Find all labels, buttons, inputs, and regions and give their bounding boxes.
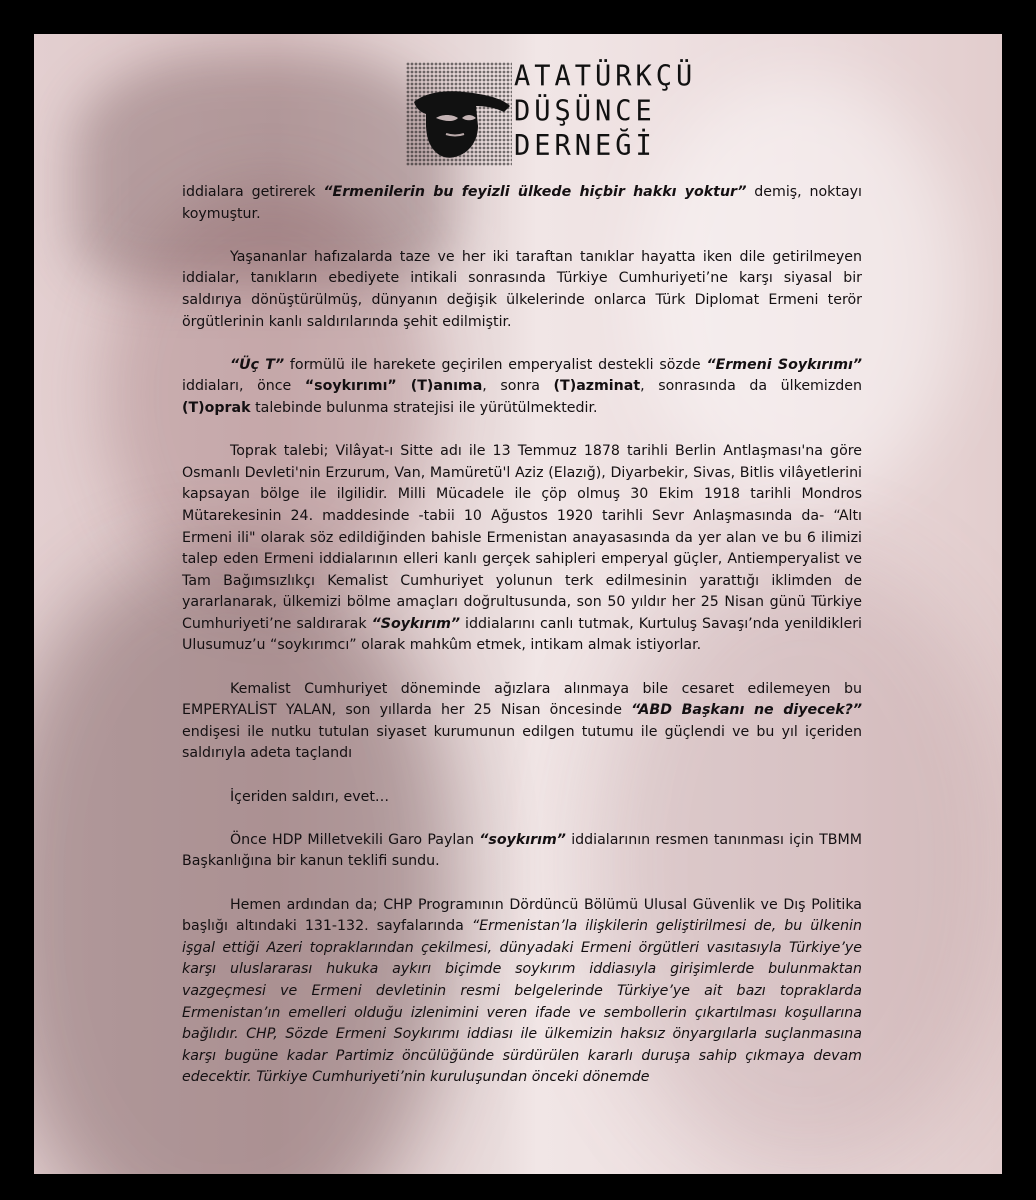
- logo-line-2: DÜŞÜNCE: [514, 95, 656, 128]
- text-run: endişesi ile nutku tutulan siyaset kurumunun edilgen tutumu ile güçlendi ve bu yıl içeriden saldırıyla adeta taçlandı: [182, 723, 862, 762]
- text-run: Toprak talebi; Vilâyat-ı Sitte adı ile 13 Temmuz 1878 tarihli Berlin Antlaşması'na göre Osmanlı Devleti'nin Erzurum, Van, Mamüretü'l Aziz (Elazığ), Diyarbekir, Sivas, Bitlis vilâyetlerini kapsayan bölge ile ilgilidir. Milli Mücadele ile çöp olmuş 30 Ekim 1918 tarihli Mondros Mütarekesinin 24. maddesinde -tabii 10 Ağustos 1920 tarihli Sevr Anlaşmasında da- “Altı Ermeni ili" olarak söz edildiğinden bahisle Ermenistan anayasasında da yer alan ve bu 6 ilimizi talep eden Ermeni iddialarının elleri kanlı gerçek sahipleri emperyal güçler, Antiemperyalist ve Tam Bağımsızlıkçı Kemalist Cumhuriyet yolunun terk edilmesinin yarattığı iklimden de yararlanarak, ülkemizi bölme amaçları doğrultusunda, son 50 yıldır her 25 Nisan günü Türkiye Cumhuriyeti’ne saldırarak: [182, 443, 862, 632]
- ataturk-silhouette-icon: [406, 62, 516, 166]
- association-logo: [406, 60, 697, 166]
- text-run: talebinde bulunma stratejisi ile yürütülmektedir.: [250, 399, 598, 416]
- text-run: iddialarının resmen tanınması için TBMM Başkanlığına bir kanun teklifi sundu.: [182, 831, 862, 870]
- text-run: Kemalist Cumhuriyet döneminde ağızlara alınmaya bile cesaret edilemeyen bu EMPERYALİST YALAN, son yıllarda her 25 Nisan öncesinde: [182, 680, 862, 719]
- abd-baskani-quote: “ABD Başkanı ne diyecek?”: [631, 702, 862, 719]
- text-run: Hemen ardından da; CHP Programının Dördüncü Bölümü Ulusal Güvenlik ve Dış Politika başlığı altındaki 131-132. sayfalarında: [182, 896, 862, 935]
- text-run: iddiaları, önce: [182, 378, 305, 395]
- logo-line-1: ATATÜRKÇÜ: [514, 60, 697, 93]
- paragraph-6: İçeriden saldırı, evet…: [230, 788, 390, 805]
- chp-program-quote: “Ermenistan’la ilişkilerin geliştirilmesi de, bu ülkenin işgal ettiği Azeri topraklarından çekilmesi, dünyadaki Ermeni örgütleri vasıtasıyla Türkiye’ye karşı uluslararası hukuka aykırı biçimde soykırım iddiasıyla girişimlerde bulunmaktan vazgeçmesi ve Ermeni devletinin resmi belgelerinde Türkiye’ye ait bazı topraklarda Ermenistan’ın emelleri olduğu izlenimini veren ifade ve sembollerin çıkartılması koşullarına bağlıdır. CHP, Sözde Ermeni Soykırımı iddiası ile ülkemizin haksız önyargılarla suçlanmasına karşı bugüne kadar Partimiz öncülüğünde sürdürülen kararlı duruşa sahip çıkmaya devam edecektir. Türkiye Cumhuriyeti’nin kuruluşundan önceki dönemde: [182, 918, 862, 1086]
- text-run: Önce HDP Milletvekili Garo Paylan: [230, 831, 480, 848]
- paragraph-2: Yaşananlar hafızalarda taze ve her iki taraftan tanıklar hayatta iken dile getirilmeyen iddialar, tanıkların ebediyete intikali sonrasında Türkiye Cumhuriyeti’ne karşı siyasal bir saldırıya dönüştürülmüş, dünyanın değişik ülkelerinde onlarca Türk Diplomat Ermeni terör örgütlerinin kanlı saldırılarında şehit edilmiştir.: [182, 248, 862, 330]
- logo-line-3: DERNEĞİ: [514, 129, 656, 163]
- soykirim-term: “Soykırım”: [371, 615, 461, 632]
- paragraph-3: [182, 355, 862, 420]
- text-run: formülü ile harekete geçirilen emperyalist destekli sözde: [284, 356, 707, 373]
- uc-t-term: “Üç T”: [230, 356, 285, 373]
- ataturk-quote: “Ermenilerin bu feyizli ülkede hiçbir hakkı yoktur”: [323, 184, 747, 200]
- document-page: [34, 34, 1002, 1174]
- paragraph-7: [182, 830, 862, 873]
- text-run: , sonra: [482, 378, 554, 395]
- text-run: demiş, noktayı koymuştur.: [182, 184, 862, 222]
- tanima-term: “soykırımı” (T)anıma: [304, 378, 483, 395]
- soykirim-term: “soykırım”: [479, 831, 566, 848]
- article-body: [182, 182, 862, 1111]
- toprak-term: (T)oprak: [182, 399, 251, 416]
- paragraph-1: [182, 182, 862, 225]
- paragraph-5: [182, 679, 862, 765]
- paragraph-4: [182, 441, 862, 657]
- tazminat-term: (T)azminat: [553, 378, 641, 395]
- text-run: , sonrasında da ülkemizden: [640, 378, 862, 395]
- paragraph-8: [182, 895, 862, 1089]
- text-run: iddialarını canlı tutmak, Kurtuluş Savaşı’nda yenildikleri Ulusumuz’u “soykırımcı” olarak mahkûm etmek, intikam almak istiyorlar.: [182, 615, 862, 654]
- ermeni-soykirimi-term: “Ermeni Soykırımı”: [706, 356, 863, 373]
- logo-wordmark: [514, 59, 697, 168]
- text-run: iddialara getirerek: [182, 184, 324, 200]
